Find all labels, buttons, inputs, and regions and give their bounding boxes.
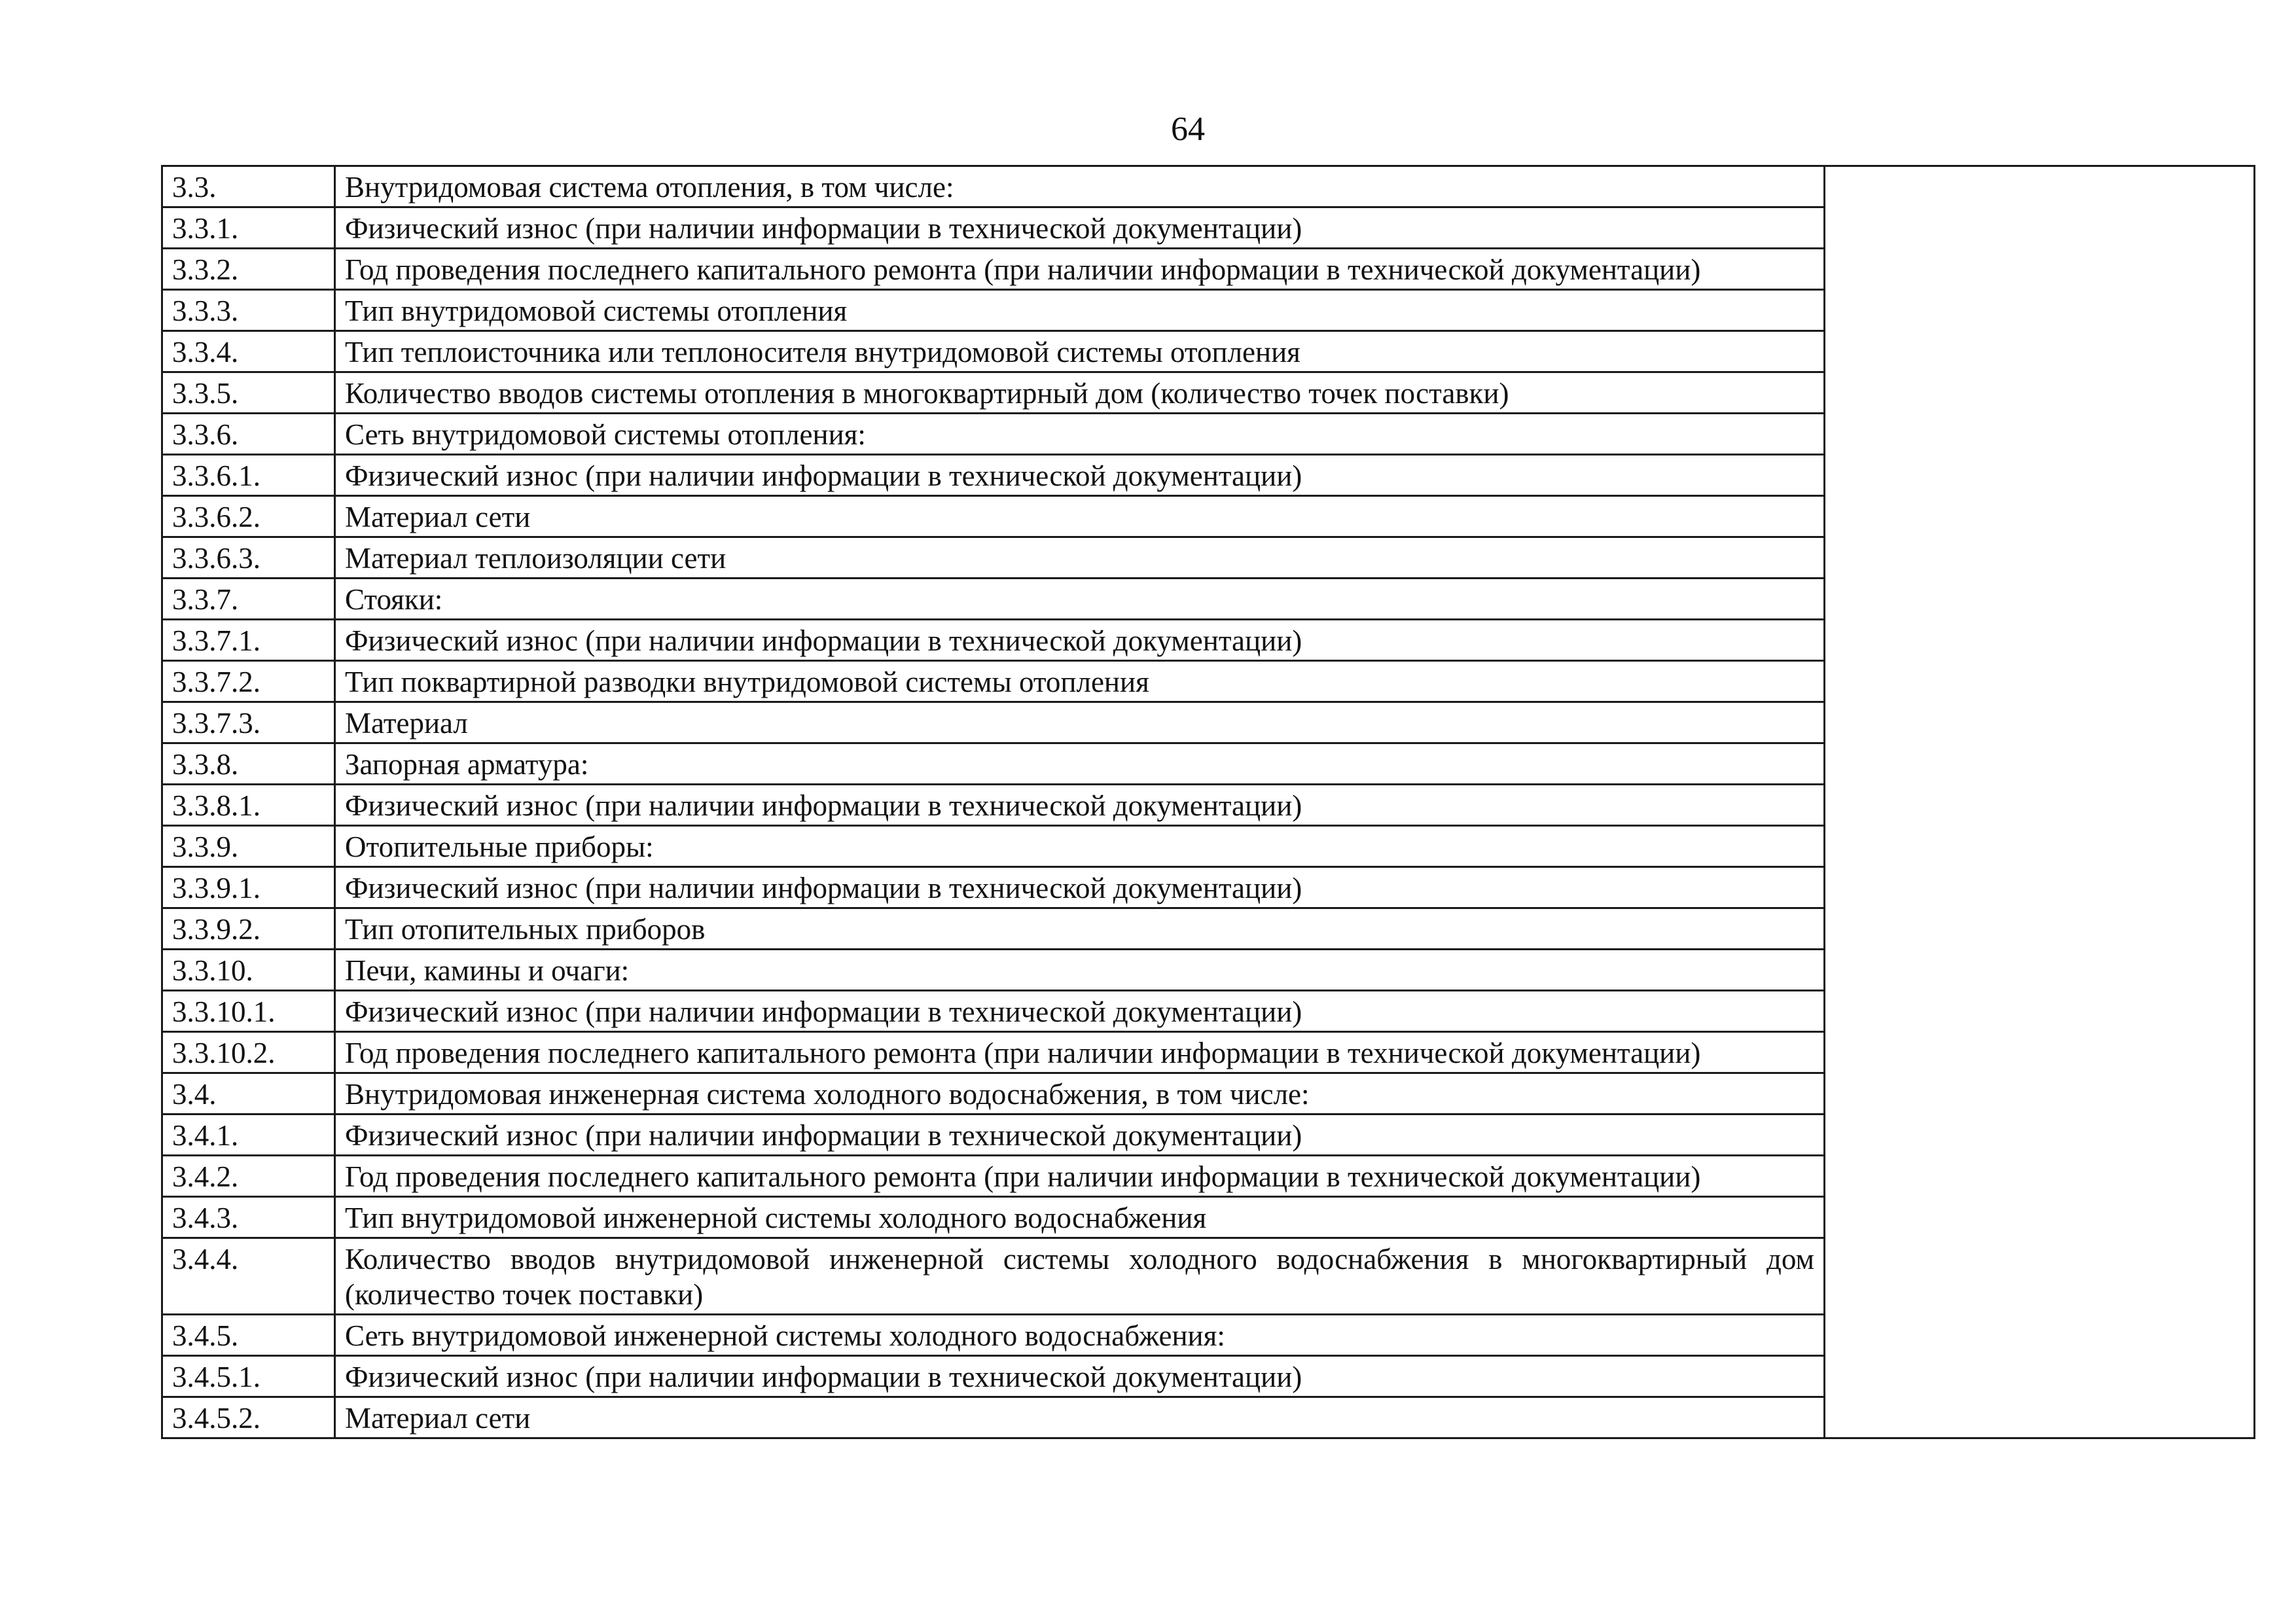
row-description: Внутридомовая система отопления, в том числе: [335, 166, 1825, 207]
row-number: 3.3.6.3. [162, 537, 335, 579]
row-number: 3.3.6.2. [162, 496, 335, 537]
passport-table [161, 165, 2255, 1439]
row-description: Материал сети [335, 496, 1825, 537]
row-number: 3.3.10.2. [162, 1032, 335, 1073]
row-number: 3.3.8.1. [162, 785, 335, 826]
row-description: Год проведения последнего капитального ремонта (при наличии информации в технической документации) [335, 1156, 1825, 1197]
row-description: Материал сети [335, 1397, 1825, 1438]
row-number: 3.3.8. [162, 743, 335, 785]
row-number: 3.4.3. [162, 1197, 335, 1238]
row-number: 3.3.1. [162, 207, 335, 249]
row-number: 3.3.5. [162, 372, 335, 414]
row-number: 3.3.2. [162, 249, 335, 290]
page-number: 64 [1171, 111, 1205, 148]
row-number: 3.3.7.2. [162, 661, 335, 702]
row-description: Количество вводов системы отопления в многоквартирный дом (количество точек поставки) [335, 372, 1825, 414]
row-description: Тип внутридомовой системы отопления [335, 290, 1825, 331]
row-number: 3.3.7. [162, 579, 335, 620]
row-number: 3.3.9. [162, 826, 335, 867]
row-description: Стояки: [335, 579, 1825, 620]
row-number: 3.4.5.2. [162, 1397, 335, 1438]
row-number: 3.3. [162, 166, 335, 207]
row-number: 3.3.3. [162, 290, 335, 331]
row-number: 3.3.9.2. [162, 908, 335, 950]
row-description: Физический износ (при наличии информации в технической документации) [335, 620, 1825, 661]
row-number: 3.3.7.1. [162, 620, 335, 661]
value-column [1825, 166, 2255, 1438]
row-description: Количество вводов внутридомовой инженерной системы холодного водоснабжения в многоквартирный дом (количество точек поставки) [335, 1238, 1825, 1315]
row-description: Физический износ (при наличии информации в технической документации) [335, 785, 1825, 826]
row-description: Материал теплоизоляции сети [335, 537, 1825, 579]
row-description: Сеть внутридомовой инженерной системы холодного водоснабжения: [335, 1315, 1825, 1356]
row-description: Тип внутридомовой инженерной системы холодного водоснабжения [335, 1197, 1825, 1238]
row-description: Тип отопительных приборов [335, 908, 1825, 950]
row-number: 3.4.4. [162, 1238, 335, 1315]
row-description: Материал [335, 702, 1825, 743]
row-description: Физический износ (при наличии информации в технической документации) [335, 991, 1825, 1032]
row-description: Тип поквартирной разводки внутридомовой системы отопления [335, 661, 1825, 702]
row-description: Физический износ (при наличии информации в технической документации) [335, 1115, 1825, 1156]
row-number: 3.3.10.1. [162, 991, 335, 1032]
row-description: Физический износ (при наличии информации в технической документации) [335, 867, 1825, 908]
row-description: Внутридомовая инженерная система холодного водоснабжения, в том числе: [335, 1073, 1825, 1115]
row-number: 3.3.6. [162, 414, 335, 455]
row-number: 3.3.7.3. [162, 702, 335, 743]
row-number: 3.3.4. [162, 331, 335, 372]
row-number: 3.4.5. [162, 1315, 335, 1356]
row-number: 3.4.5.1. [162, 1356, 335, 1397]
row-description: Печи, камины и очаги: [335, 950, 1825, 991]
row-description: Год проведения последнего капитального ремонта (при наличии информации в технической документации) [335, 249, 1825, 290]
row-number: 3.3.9.1. [162, 867, 335, 908]
row-description: Отопительные приборы: [335, 826, 1825, 867]
row-description: Запорная арматура: [335, 743, 1825, 785]
row-number: 3.4. [162, 1073, 335, 1115]
row-description: Физический износ (при наличии информации в технической документации) [335, 1356, 1825, 1397]
row-description: Физический износ (при наличии информации в технической документации) [335, 455, 1825, 496]
row-number: 3.4.1. [162, 1115, 335, 1156]
row-description: Год проведения последнего капитального ремонта (при наличии информации в технической документации) [335, 1032, 1825, 1073]
row-number: 3.3.6.1. [162, 455, 335, 496]
table-row [162, 166, 2255, 207]
table-body [162, 166, 2255, 1438]
row-description: Сеть внутридомовой системы отопления: [335, 414, 1825, 455]
row-description: Тип теплоисточника или теплоносителя внутридомовой системы отопления [335, 331, 1825, 372]
row-description: Физический износ (при наличии информации в технической документации) [335, 207, 1825, 249]
row-number: 3.3.10. [162, 950, 335, 991]
row-number: 3.4.2. [162, 1156, 335, 1197]
